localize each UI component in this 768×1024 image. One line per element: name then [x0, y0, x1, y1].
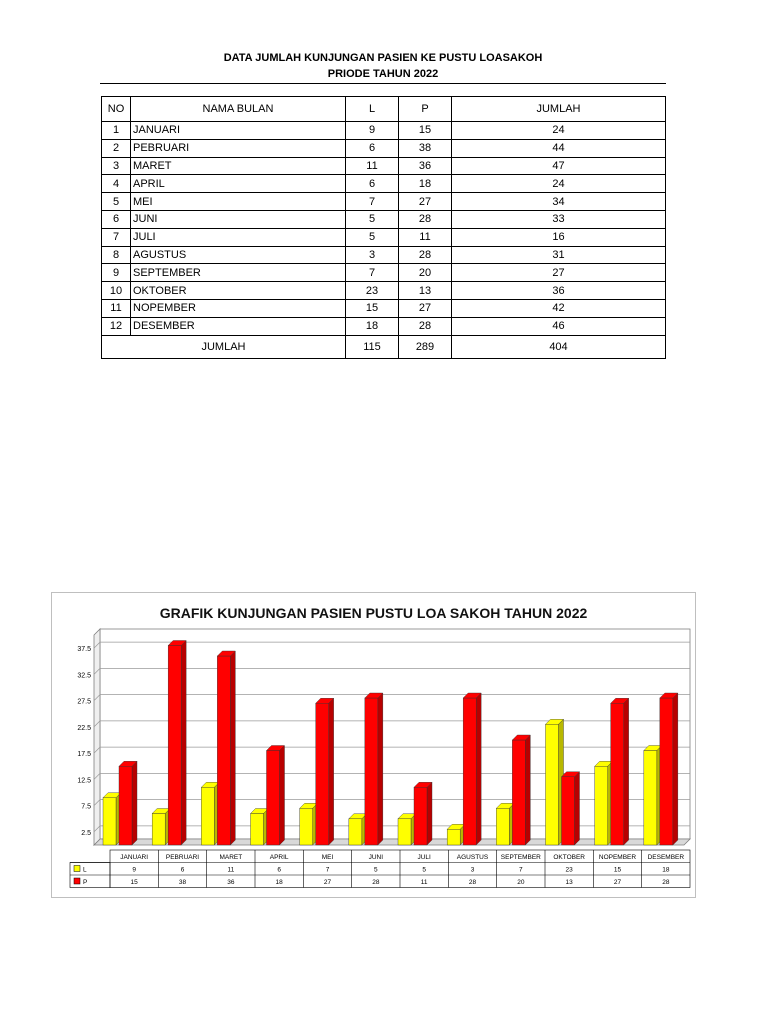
- data-label-P: 28: [468, 879, 477, 886]
- data-label-P: 20: [517, 879, 525, 886]
- row-total-value: 34: [452, 193, 666, 211]
- y-tick-label: 7.5: [81, 803, 91, 811]
- bar-L-mei: [300, 803, 318, 845]
- table-row: [102, 122, 666, 140]
- bar-L-maret: [201, 782, 219, 845]
- row-total-value: 24: [452, 122, 666, 140]
- row-month-name: OKTOBER: [131, 282, 346, 300]
- table-row: [102, 299, 666, 317]
- table-row: [102, 193, 666, 211]
- bar-P-april: [267, 746, 285, 846]
- legend-swatch-L: [74, 866, 80, 872]
- table-row: [102, 210, 666, 228]
- row-p-value: 36: [399, 157, 452, 175]
- bar-P-september: [512, 735, 530, 845]
- row-month-name: APRIL: [131, 175, 346, 193]
- document-title: DATA JUMLAH KUNJUNGAN PASIEN KE PUSTU LOASAKOH: [223, 52, 543, 64]
- row-p-value: 28: [399, 246, 452, 264]
- row-no: 11: [102, 299, 131, 317]
- bar-P-maret: [217, 651, 235, 845]
- col-header-p: P: [399, 97, 452, 122]
- data-label-L: 7: [325, 866, 330, 874]
- bar-L-april: [251, 809, 269, 846]
- row-l-value: 15: [346, 299, 399, 317]
- data-label-L: 5: [422, 866, 426, 874]
- x-category-label: SEPTEMBER: [500, 854, 541, 861]
- row-total-value: 27: [452, 264, 666, 282]
- y-tick-label: 37.5: [77, 646, 91, 654]
- x-category-label: MEI: [321, 854, 334, 861]
- x-category-label: APRIL: [269, 854, 289, 861]
- row-p-value: 27: [399, 193, 452, 211]
- data-label-P: 27: [323, 879, 332, 886]
- bar-L-juni: [349, 814, 367, 845]
- data-label-L: 18: [662, 866, 670, 874]
- row-l-value: 7: [346, 193, 399, 211]
- document-subtitle: PRIODE TAHUN 2022: [327, 68, 439, 80]
- total-sum: 404: [452, 335, 666, 358]
- x-category-label: NOPEMBER: [598, 854, 637, 861]
- bar-L-januari: [103, 793, 121, 845]
- x-category-label: DESEMBER: [647, 854, 685, 861]
- bar-P-pebruari: [168, 641, 186, 846]
- row-total-value: 47: [452, 157, 666, 175]
- table-header-row: [102, 97, 666, 122]
- row-month-name: SEPTEMBER: [131, 264, 346, 282]
- bar-P-desember: [660, 693, 678, 845]
- bar-P-agustus: [463, 693, 481, 845]
- chart-title: GRAFIK KUNJUNGAN PASIEN PUSTU LOA SAKOH TAHUN 2022: [159, 605, 588, 621]
- bar-L-juli: [398, 814, 416, 845]
- row-l-value: 9: [346, 122, 399, 140]
- visits-table: [101, 96, 666, 359]
- bar-L-nopember: [595, 761, 613, 845]
- data-label-P: 13: [565, 879, 573, 886]
- total-label: JUMLAH: [102, 335, 346, 358]
- table-row: [102, 246, 666, 264]
- data-label-L: 15: [613, 866, 622, 874]
- col-header-total: JUMLAH: [452, 97, 666, 122]
- col-header-name: NAMA BULAN: [131, 97, 346, 122]
- row-l-value: 5: [346, 210, 399, 228]
- y-tick-label: 32.5: [77, 672, 91, 680]
- row-total-value: 36: [452, 282, 666, 300]
- data-label-L: 5: [374, 866, 378, 874]
- table-row: [102, 139, 666, 157]
- data-label-L: 9: [132, 866, 136, 874]
- row-no: 7: [102, 228, 131, 246]
- row-no: 1: [102, 122, 131, 140]
- row-l-value: 5: [346, 228, 399, 246]
- row-p-value: 15: [399, 122, 452, 140]
- x-category-label: JULI: [417, 854, 431, 861]
- bar-P-juni: [365, 693, 383, 845]
- chart-container: [51, 592, 696, 898]
- table-row: [102, 175, 666, 193]
- row-p-value: 20: [399, 264, 452, 282]
- plot-side-wall: [94, 629, 100, 845]
- title-divider: [100, 83, 666, 84]
- row-no: 12: [102, 317, 131, 335]
- bar-L-pebruari: [152, 809, 170, 846]
- row-no: 6: [102, 210, 131, 228]
- bar-L-oktober: [546, 719, 564, 845]
- data-label-P: 11: [420, 879, 428, 886]
- x-category-label: JANUARI: [120, 854, 149, 861]
- data-label-L: 23: [565, 866, 573, 874]
- row-month-name: PEBRUARI: [131, 139, 346, 157]
- y-tick-label: 17.5: [77, 751, 91, 759]
- row-no: 5: [102, 193, 131, 211]
- row-month-name: MARET: [131, 157, 346, 175]
- table-row: [102, 282, 666, 300]
- bar-P-oktober: [562, 772, 580, 845]
- table-row: [102, 228, 666, 246]
- row-p-value: 27: [399, 299, 452, 317]
- row-no: 2: [102, 139, 131, 157]
- row-p-value: 28: [399, 210, 452, 228]
- bar-L-agustus: [447, 824, 465, 845]
- total-l: 115: [346, 335, 399, 358]
- row-l-value: 6: [346, 139, 399, 157]
- row-month-name: MEI: [131, 193, 346, 211]
- table-body: [102, 122, 666, 336]
- row-no: 4: [102, 175, 131, 193]
- table-row: [102, 157, 666, 175]
- row-month-name: JULI: [131, 228, 346, 246]
- col-header-no: NO: [102, 97, 131, 122]
- y-tick-label: 12.5: [77, 777, 91, 785]
- row-total-value: 44: [452, 139, 666, 157]
- data-label-L: 6: [277, 866, 281, 874]
- bar-L-september: [496, 803, 514, 845]
- row-p-value: 18: [399, 175, 452, 193]
- x-category-label: JUNI: [368, 854, 384, 861]
- row-total-value: 24: [452, 175, 666, 193]
- row-p-value: 28: [399, 317, 452, 335]
- row-month-name: JUNI: [131, 210, 346, 228]
- row-total-value: 42: [452, 299, 666, 317]
- data-label-P: 38: [178, 879, 187, 886]
- legend-swatch-P: [74, 878, 80, 884]
- legend-label-P: P: [83, 879, 88, 886]
- table-row: [102, 317, 666, 335]
- row-l-value: 3: [346, 246, 399, 264]
- row-total-value: 31: [452, 246, 666, 264]
- legend-label-L: L: [83, 866, 87, 874]
- row-month-name: AGUSTUS: [131, 246, 346, 264]
- x-category-label: PEBRUARI: [165, 854, 200, 861]
- data-label-L: 6: [180, 866, 185, 874]
- bar-P-januari: [119, 761, 137, 845]
- row-month-name: JANUARI: [131, 122, 346, 140]
- col-header-l: L: [346, 97, 399, 122]
- y-tick-label: 2.5: [81, 829, 91, 837]
- table-total-row: [102, 335, 666, 358]
- row-no: 3: [102, 157, 131, 175]
- row-l-value: 6: [346, 175, 399, 193]
- row-l-value: 11: [346, 157, 399, 175]
- data-label-L: 3: [470, 866, 475, 874]
- bar-P-juli: [414, 782, 432, 845]
- y-tick-label: 22.5: [77, 724, 91, 732]
- row-l-value: 18: [346, 317, 399, 335]
- x-category-label: MARET: [219, 854, 243, 861]
- data-label-P: 36: [227, 879, 235, 886]
- data-label-L: 11: [227, 866, 235, 874]
- row-month-name: NOPEMBER: [131, 299, 346, 317]
- row-no: 9: [102, 264, 131, 282]
- row-total-value: 16: [452, 228, 666, 246]
- data-label-P: 27: [613, 879, 622, 886]
- data-label-P: 28: [662, 879, 670, 886]
- x-category-label: OKTOBER: [553, 854, 586, 861]
- row-l-value: 7: [346, 264, 399, 282]
- row-no: 10: [102, 282, 131, 300]
- x-category-label: AGUSTUS: [456, 854, 489, 861]
- row-l-value: 23: [346, 282, 399, 300]
- data-label-P: 15: [130, 879, 138, 886]
- data-label-L: 7: [519, 866, 523, 874]
- table-row: [102, 264, 666, 282]
- bar-P-nopember: [611, 698, 629, 845]
- bar-L-desember: [644, 746, 662, 846]
- row-total-value: 46: [452, 317, 666, 335]
- bar-P-mei: [316, 698, 334, 845]
- row-p-value: 11: [399, 228, 452, 246]
- bar-chart: [52, 593, 695, 897]
- row-no: 8: [102, 246, 131, 264]
- row-p-value: 13: [399, 282, 452, 300]
- data-label-P: 18: [275, 879, 283, 886]
- y-tick-label: 27.5: [77, 698, 91, 706]
- data-label-P: 28: [372, 879, 380, 886]
- row-p-value: 38: [399, 139, 452, 157]
- row-month-name: DESEMBER: [131, 317, 346, 335]
- row-total-value: 33: [452, 210, 666, 228]
- total-p: 289: [399, 335, 452, 358]
